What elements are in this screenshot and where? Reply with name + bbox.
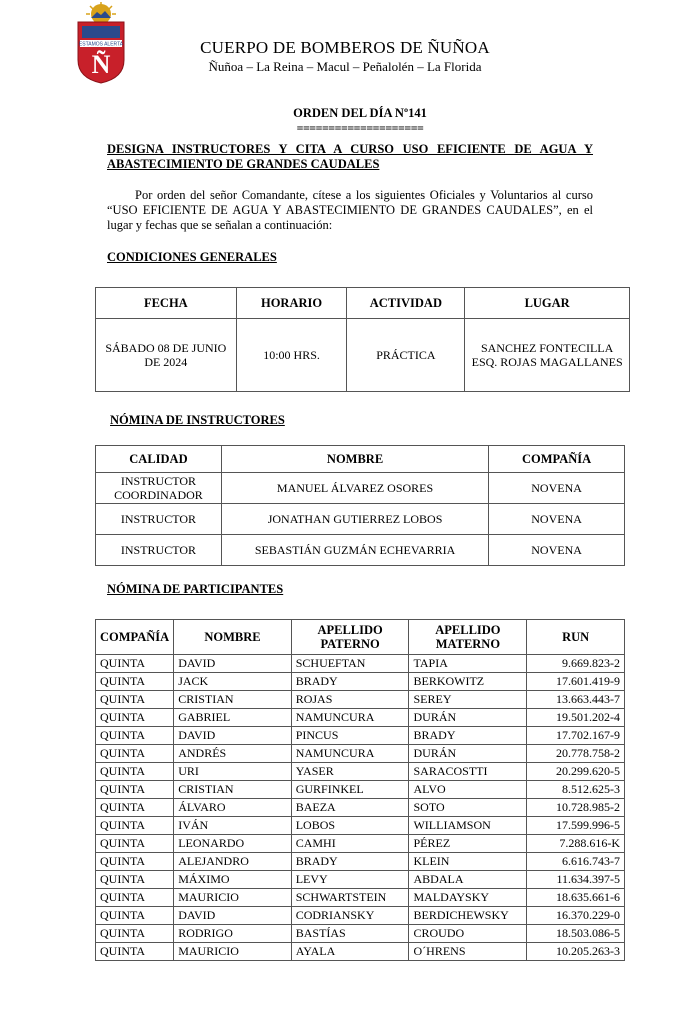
maternal-surname-cell: BRADY — [409, 727, 527, 745]
instructors-table — [95, 445, 625, 566]
fire-department-shield-icon — [74, 2, 128, 84]
table-row — [96, 835, 625, 853]
role-cell: INSTRUCTOR — [96, 504, 222, 535]
first-name-cell: RODRIGO — [174, 925, 292, 943]
role-cell: INSTRUCTOR — [96, 535, 222, 566]
table-row — [96, 817, 625, 835]
company-cell: QUINTA — [96, 709, 174, 727]
table-row — [96, 781, 625, 799]
table-row — [96, 943, 625, 961]
paternal-surname-cell: GURFINKEL — [291, 781, 409, 799]
paternal-surname-cell: BASTÍAS — [291, 925, 409, 943]
company-cell: NOVENA — [489, 535, 625, 566]
column-header: FECHA — [96, 288, 237, 319]
first-name-cell: IVÁN — [174, 817, 292, 835]
conditions-table — [95, 287, 630, 392]
column-header: ACTIVIDAD — [347, 288, 465, 319]
paternal-surname-cell: LEVY — [291, 871, 409, 889]
first-name-cell: DAVID — [174, 727, 292, 745]
maternal-surname-cell: CROUDO — [409, 925, 527, 943]
run-cell: 18.635.661-6 — [527, 889, 625, 907]
table-row — [96, 853, 625, 871]
first-name-cell: ALEJANDRO — [174, 853, 292, 871]
company-cell: QUINTA — [96, 745, 174, 763]
first-name-cell: ANDRÉS — [174, 745, 292, 763]
column-header: APELLIDO MATERNO — [409, 620, 527, 655]
paternal-surname-cell: BRADY — [291, 673, 409, 691]
run-cell: 9.669.823-2 — [527, 655, 625, 673]
table-row — [96, 799, 625, 817]
logo-letter: Ñ — [91, 50, 111, 79]
maternal-surname-cell: BERKOWITZ — [409, 673, 527, 691]
column-header: NOMBRE — [221, 446, 488, 473]
run-cell: 10.728.985-2 — [527, 799, 625, 817]
org-name: CUERPO DE BOMBEROS DE ÑUÑOA — [200, 38, 490, 57]
company-cell: QUINTA — [96, 799, 174, 817]
table-row — [96, 925, 625, 943]
run-cell: 6.616.743-7 — [527, 853, 625, 871]
table-row — [96, 763, 625, 781]
paternal-surname-cell: BAEZA — [291, 799, 409, 817]
company-cell: QUINTA — [96, 835, 174, 853]
table-row — [96, 473, 625, 504]
column-header: NOMBRE — [174, 620, 292, 655]
company-cell: QUINTA — [96, 907, 174, 925]
run-cell: 17.601.419-9 — [527, 673, 625, 691]
table-row — [96, 673, 625, 691]
run-cell: 10.205.263-3 — [527, 943, 625, 961]
company-cell: QUINTA — [96, 943, 174, 961]
paternal-surname-cell: NAMUNCURA — [291, 745, 409, 763]
company-cell: QUINTA — [96, 925, 174, 943]
company-cell: NOVENA — [489, 504, 625, 535]
first-name-cell: ÁLVARO — [174, 799, 292, 817]
table-row — [96, 889, 625, 907]
run-cell: 20.299.620-5 — [527, 763, 625, 781]
maternal-surname-cell: SARACOSTTI — [409, 763, 527, 781]
paternal-surname-cell: SCHUEFTAN — [291, 655, 409, 673]
name-cell: JONATHAN GUTIERREZ LOBOS — [221, 504, 488, 535]
first-name-cell: MAURICIO — [174, 943, 292, 961]
first-name-cell: CRISTIAN — [174, 781, 292, 799]
intro-paragraph: Por orden del señor Comandante, cítese a los siguientes Oficiales y Voluntarios al curso “USO EFICIENTE DE AGUA Y ABASTECIMIENTO DE GRANDES CAUDALES”, en el lugar y fechas que se señalan a continuación: — [107, 188, 593, 232]
maternal-surname-cell: SEREY — [409, 691, 527, 709]
name-cell: SEBASTIÁN GUZMÁN ECHEVARRIA — [221, 535, 488, 566]
company-cell: QUINTA — [96, 889, 174, 907]
table-row — [96, 745, 625, 763]
instructors-heading: NÓMINA DE INSTRUCTORES — [110, 413, 285, 427]
run-cell: 8.512.625-3 — [527, 781, 625, 799]
name-cell: MANUEL ÁLVAREZ OSORES — [221, 473, 488, 504]
first-name-cell: JACK — [174, 673, 292, 691]
role-cell: INSTRUCTOR COORDINADOR — [96, 473, 222, 504]
run-cell: 11.634.397-5 — [527, 871, 625, 889]
paternal-surname-cell: AYALA — [291, 943, 409, 961]
paternal-surname-cell: LOBOS — [291, 817, 409, 835]
table-row — [96, 907, 625, 925]
paternal-surname-cell: YASER — [291, 763, 409, 781]
maternal-surname-cell: DURÁN — [409, 745, 527, 763]
table-row — [96, 319, 630, 392]
company-cell: QUINTA — [96, 871, 174, 889]
paternal-surname-cell: PINCUS — [291, 727, 409, 745]
company-cell: QUINTA — [96, 655, 174, 673]
maternal-surname-cell: MALDAYSKY — [409, 889, 527, 907]
column-header: LUGAR — [465, 288, 630, 319]
first-name-cell: MAURICIO — [174, 889, 292, 907]
column-header: COMPAÑÍA — [96, 620, 174, 655]
table-row — [96, 655, 625, 673]
time-cell: 10:00 HRS. — [236, 319, 347, 392]
first-name-cell: DAVID — [174, 907, 292, 925]
column-header: CALIDAD — [96, 446, 222, 473]
letterhead — [150, 38, 540, 75]
run-cell: 20.778.758-2 — [527, 745, 625, 763]
company-cell: QUINTA — [96, 781, 174, 799]
activity-cell: PRÁCTICA — [347, 319, 465, 392]
paternal-surname-cell: ROJAS — [291, 691, 409, 709]
first-name-cell: CRISTIAN — [174, 691, 292, 709]
date-cell: SÁBADO 08 DE JUNIO DE 2024 — [96, 319, 237, 392]
maternal-surname-cell: SOTO — [409, 799, 527, 817]
maternal-surname-cell: TAPIA — [409, 655, 527, 673]
first-name-cell: GABRIEL — [174, 709, 292, 727]
order-title: ORDEN DEL DÍA Nº141 — [293, 106, 427, 120]
table-row — [96, 504, 625, 535]
maternal-surname-cell: BERDICHEWSKY — [409, 907, 527, 925]
column-header: COMPAÑÍA — [489, 446, 625, 473]
company-cell: QUINTA — [96, 727, 174, 745]
paternal-surname-cell: SCHWARTSTEIN — [291, 889, 409, 907]
company-cell: QUINTA — [96, 673, 174, 691]
maternal-surname-cell: DURÁN — [409, 709, 527, 727]
participants-heading: NÓMINA DE PARTICIPANTES — [107, 582, 284, 596]
maternal-surname-cell: KLEIN — [409, 853, 527, 871]
first-name-cell: URI — [174, 763, 292, 781]
participants-table — [95, 619, 625, 961]
title-rule: ==================== — [296, 121, 424, 135]
run-cell: 7.288.616-K — [527, 835, 625, 853]
company-cell: QUINTA — [96, 853, 174, 871]
run-cell: 13.663.443-7 — [527, 691, 625, 709]
maternal-surname-cell: O´HRENS — [409, 943, 527, 961]
company-cell: QUINTA — [96, 817, 174, 835]
table-row — [96, 691, 625, 709]
logo-banner: ESTAMOS ALERTA — [78, 41, 124, 48]
run-cell: 16.370.229-0 — [527, 907, 625, 925]
run-cell: 18.503.086-5 — [527, 925, 625, 943]
first-name-cell: DAVID — [174, 655, 292, 673]
org-subtitle: Ñuñoa – La Reina – Macul – Peñalolén – La Florida — [208, 59, 482, 74]
table-row — [96, 871, 625, 889]
place-cell: SANCHEZ FONTECILLA ESQ. ROJAS MAGALLANES — [465, 319, 630, 392]
table-row — [96, 727, 625, 745]
company-cell: QUINTA — [96, 691, 174, 709]
maternal-surname-cell: WILLIAMSON — [409, 817, 527, 835]
run-cell: 17.599.996-5 — [527, 817, 625, 835]
company-cell: NOVENA — [489, 473, 625, 504]
paternal-surname-cell: NAMUNCURA — [291, 709, 409, 727]
first-name-cell: MÁXIMO — [174, 871, 292, 889]
maternal-surname-cell: PÉREZ — [409, 835, 527, 853]
column-header: HORARIO — [236, 288, 347, 319]
paternal-surname-cell: CAMHI — [291, 835, 409, 853]
run-cell: 17.702.167-9 — [527, 727, 625, 745]
first-name-cell: LEONARDO — [174, 835, 292, 853]
paternal-surname-cell: BRADY — [291, 853, 409, 871]
paternal-surname-cell: CODRIANSKY — [291, 907, 409, 925]
maternal-surname-cell: ABDALA — [409, 871, 527, 889]
column-header: RUN — [527, 620, 625, 655]
maternal-surname-cell: ALVO — [409, 781, 527, 799]
order-subject: DESIGNA INSTRUCTORES Y CITA A CURSO USO EFICIENTE DE AGUA Y ABASTECIMIENTO DE GRANDES CAUDALES — [107, 142, 593, 171]
company-cell: QUINTA — [96, 763, 174, 781]
run-cell: 19.501.202-4 — [527, 709, 625, 727]
column-header: APELLIDO PATERNO — [291, 620, 409, 655]
table-row — [96, 535, 625, 566]
table-row — [96, 709, 625, 727]
conditions-heading: CONDICIONES GENERALES — [107, 250, 277, 264]
